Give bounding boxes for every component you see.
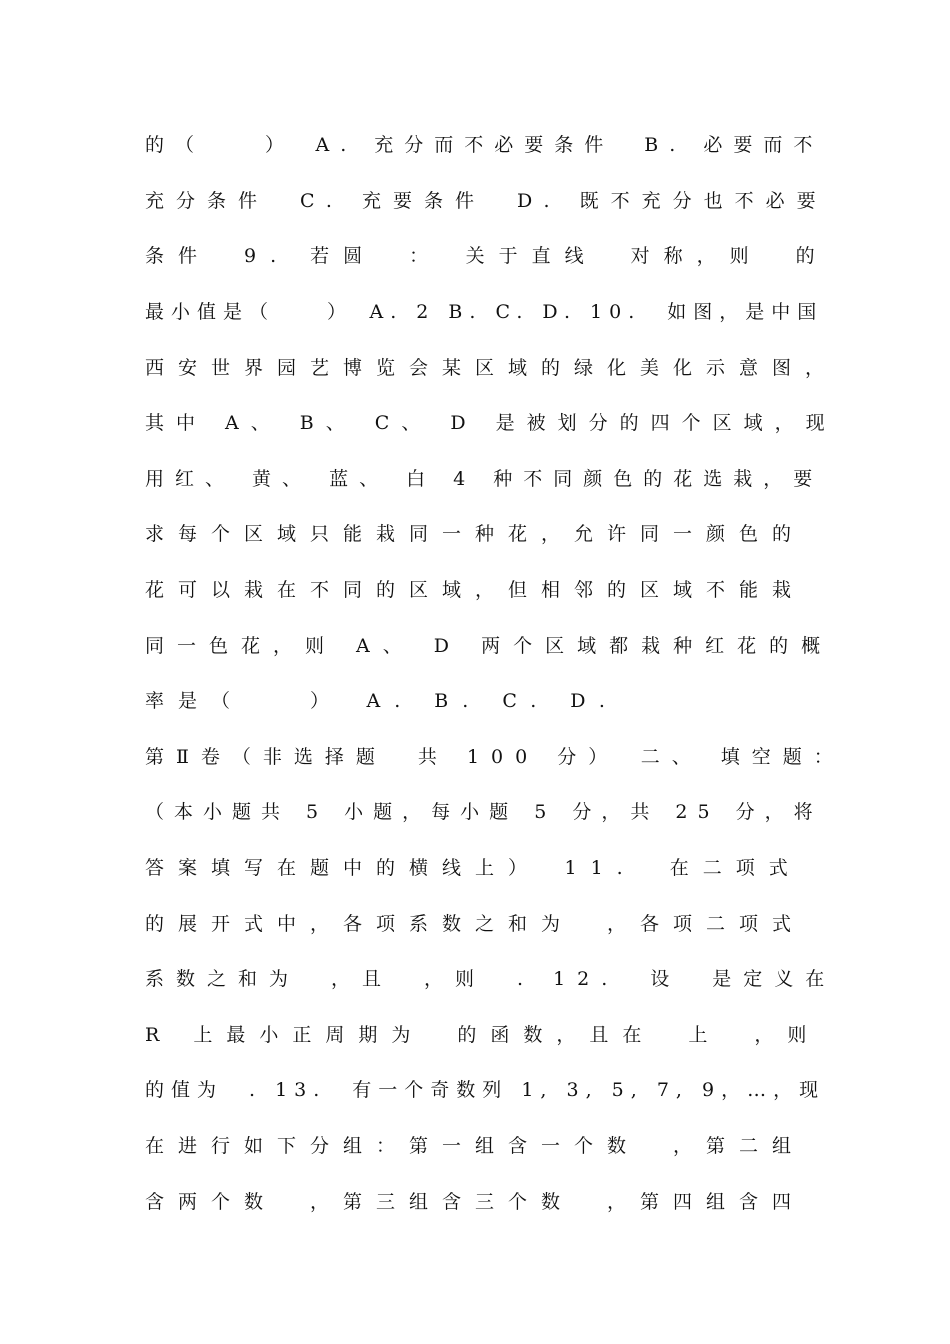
text-line: 第Ⅱ卷（非选择题 共 100 分） 二、 填空题： xyxy=(145,746,845,768)
text-line: 的值为 . 13. 有一个奇数列 1, 3, 5, 7, 9，…，现 xyxy=(145,1079,826,1101)
text-line: 同一色花，则 A、 D 两个区域都栽种红花的概 xyxy=(145,635,834,657)
text-line: R 上最小正周期为 的函数，且在 上 ，则 xyxy=(145,1024,821,1046)
text-line: 在进行如下分组：第一组含一个数 ，第二组 xyxy=(145,1135,806,1157)
text-line: 求每个区域只能栽同一种花，允许同一颜色的 xyxy=(145,523,806,545)
text-line: 答案填写在题中的横线上） 11. 在二项式 xyxy=(145,857,802,879)
text-line: （本小题共 5 小题，每小题 5 分，共 25 分，将 xyxy=(145,801,823,823)
text-line: 花可以栽在不同的区域，但相邻的区域不能栽 xyxy=(145,579,806,601)
text-line: 的（ ） A. 充分而不必要条件 B. 必要而不 xyxy=(145,134,824,156)
text-line: 的展开式中，各项系数之和为 ，各项二项式 xyxy=(145,913,806,935)
text-line: 条件 9. 若圆 ： 关于直线 对称，则 的 xyxy=(145,245,829,267)
text-line: 率是（ ） A. B. C. D. xyxy=(145,690,619,712)
text-line: 充分条件 C. 充要条件 D. 既不充分也不必要 xyxy=(145,190,828,212)
text-line: 含两个数 ，第三组含三个数 ，第四组含四 xyxy=(145,1191,806,1213)
text-line: 西安世界园艺博览会某区域的绿化美化示意图， xyxy=(145,357,839,379)
text-line: 系数之和为 ，且 ，则 . 12. 设 是定义在 xyxy=(145,968,837,990)
text-line: 其中 A、 B、 C、 D 是被划分的四个区域，现 xyxy=(145,412,837,434)
text-line: 最小值是（ ） A. 2 B. C. D. 10. 如图，是中国 xyxy=(145,301,824,323)
text-line: 用红、 黄、 蓝、 白 4 种不同颜色的花选栽，要 xyxy=(145,468,824,490)
